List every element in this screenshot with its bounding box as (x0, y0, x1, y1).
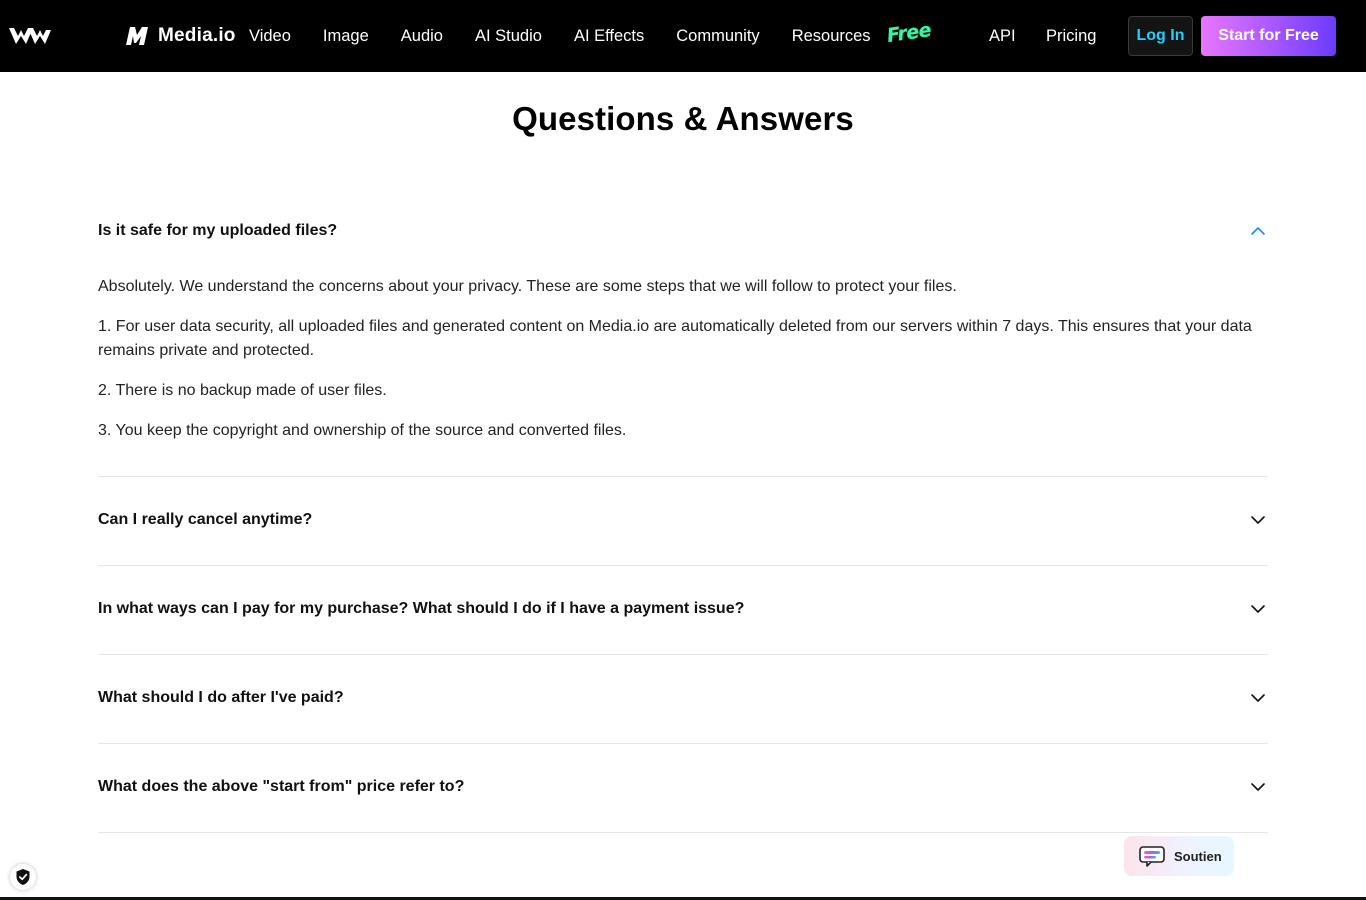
media-io-logo (124, 25, 150, 47)
nav-video[interactable]: Video (249, 26, 291, 45)
top-navigation-bar (0, 0, 1366, 72)
media-io-brand[interactable] (124, 22, 236, 50)
chat-icon (1138, 845, 1166, 867)
login-button[interactable]: Log In (1128, 16, 1193, 56)
nav-api[interactable]: API (989, 26, 1016, 45)
faq-divider (98, 565, 1268, 566)
nav-api-wrap (989, 0, 1048, 72)
nav-audio[interactable]: Audio (400, 26, 443, 45)
free-badge[interactable]: Free (885, 19, 933, 47)
support-chat-button[interactable] (1124, 836, 1234, 876)
faq-item-5-header[interactable] (98, 775, 1268, 799)
wondershare-logo[interactable] (8, 24, 52, 48)
chevron-down-icon[interactable] (1250, 604, 1266, 614)
faq-divider (98, 832, 1268, 833)
brand-name: Media.io (158, 25, 236, 46)
faq-item-1-header[interactable] (98, 219, 1268, 243)
nav-resources[interactable]: Resources (791, 26, 871, 45)
answer-paragraph: Absolutely. We understand the concerns about your privacy. These are some steps that we will follow to protect your files. (98, 278, 957, 295)
chevron-down-icon[interactable] (1250, 693, 1266, 703)
faq-question: What does the above "start from" price refer to? (98, 778, 465, 795)
shield-check-icon (15, 868, 31, 886)
chevron-up-icon[interactable] (1250, 226, 1266, 236)
faq-question: Is it safe for my uploaded files? (98, 222, 338, 239)
faq-item-4-header[interactable] (98, 686, 1268, 710)
support-label: Soutien (1174, 848, 1222, 864)
security-badge[interactable] (10, 864, 36, 890)
nav-ai-studio[interactable]: AI Studio (474, 26, 542, 45)
faq-question: In what ways can I pay for my purchase? What should I do if I have a payment issue? (98, 600, 745, 617)
faq-question: Can I really cancel anytime? (98, 511, 313, 528)
faq-divider (98, 476, 1268, 477)
answer-paragraph: 2. There is no backup made of user files. (98, 382, 387, 399)
nav-pricing-wrap (1046, 0, 1128, 72)
nav-pricing[interactable]: Pricing (1046, 26, 1097, 45)
faq-divider (98, 654, 1268, 655)
page-title: Questions & Answers (512, 100, 854, 137)
main-nav (249, 0, 903, 72)
faq-divider (98, 743, 1268, 744)
answer-paragraph: 3. You keep the copyright and ownership of the source and converted files. (98, 422, 627, 439)
chevron-down-icon[interactable] (1250, 515, 1266, 525)
nav-image[interactable]: Image (322, 26, 369, 45)
answer-paragraph: 1. For user data security, all uploaded files and generated content on Media.io are automatically deleted from our servers within 7 days. This ensures that your data remains private and protected. (98, 318, 1252, 359)
nav-community[interactable]: Community (676, 26, 760, 45)
start-for-free-button[interactable]: Start for Free (1201, 16, 1336, 56)
faq-item-2-header[interactable] (98, 508, 1268, 532)
faq-question: What should I do after I've paid? (98, 689, 344, 706)
nav-ai-effects[interactable]: AI Effects (573, 26, 645, 45)
chevron-down-icon[interactable] (1250, 782, 1266, 792)
faq-item-3-header[interactable] (98, 597, 1268, 621)
